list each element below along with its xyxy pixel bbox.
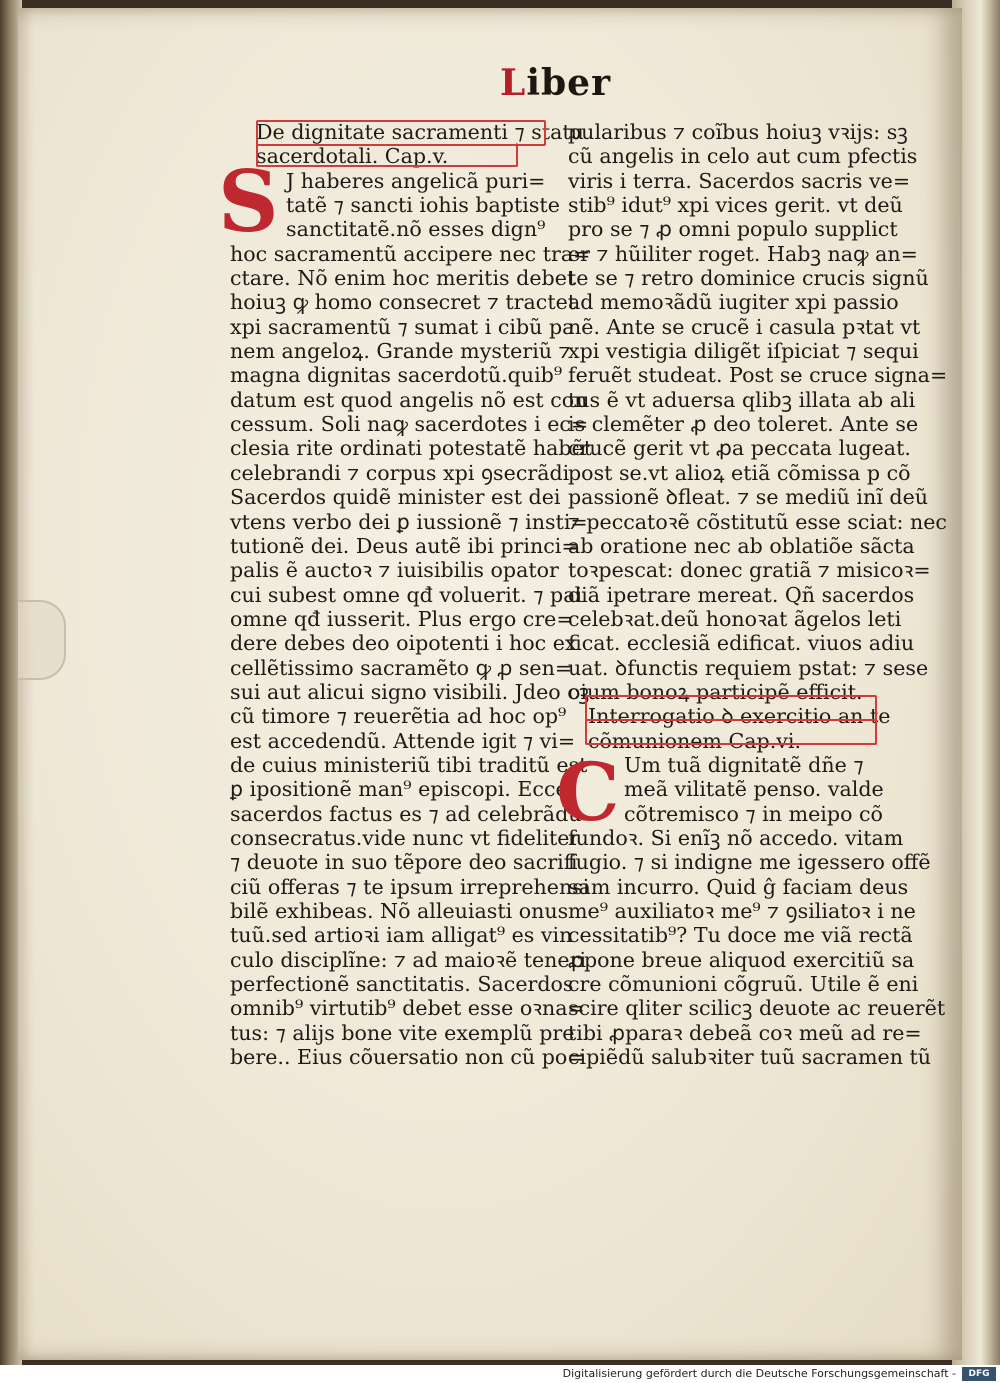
text-line: oium bonoꝝ participẽ efficit. [568,679,863,704]
text-line: vtens verbo dei ꝑ iussionẽ ⁊ insti= [230,509,588,534]
text-line: cessitatib⁹? Tu doce me viã rectã [568,923,913,948]
text-line: feruẽt studeat. Post se cruce signa= [568,363,948,388]
text-line: Um tuã dignitatẽ dñe ⁊ [624,752,864,777]
text-line: te se ⁊ retro dominice crucis signũ [568,266,929,291]
text-line: perfectionẽ sanctitatis. Sacerdos [230,972,574,997]
text-line: bilẽ exhibeas. Nõ alleuiasti onus [230,899,569,923]
text-line: hoiuꝫ ꝙ homo consecret ⁊ tractet [230,290,577,315]
text-line: xpi vestigia diligẽt iſpiciat ⁊ sequi [568,339,919,364]
text-line: celebrandi ⁊ corpus xpi ꝯsecrãdi [230,460,570,485]
text-line: tuũ.sed artioꝛi iam alligat⁹ es vin [230,923,573,948]
text-line: datum est quod angelis nõ est con [230,387,588,412]
text-line: sui aut alicui signo visibili. Jdeo cꝫ [230,679,590,704]
text-line: J haberes angelicã puri= [286,168,546,193]
text-line: cipiẽdũ salubꝛiter tuũ sacramen tũ [568,1045,932,1070]
text-line: celebꝛat.deũ honoꝛat ãgelos leti [568,606,902,631]
running-head-text: iber [526,62,612,104]
decorated-initial-left: S [218,152,279,251]
text-line: passionẽ ꝺfleat. ⁊ se mediũ inĩ deũ [568,485,929,510]
text-line: viris i terra. Sacerdos sacris ve= [568,168,911,193]
text-line: sam incurro. Quid ĝ faciam deus [568,874,909,899]
text-line: tutionẽ dei. Deus autẽ ibi princi= [230,533,579,558]
text-line: diã ipetrare mereat. Qñ sacerdos [568,582,915,607]
text-line: fundoꝛ. Si enĩꝫ nõ accedo. vitam [568,825,904,850]
text-line: dere debes deo oipotenti i hoc ex [230,631,577,656]
text-line: me⁹ auxiliatoꝛ me⁹ ⁊ ꝯsiliatoꝛ i ne [568,899,916,923]
running-head [500,62,611,104]
footer-text: Digitalisierung gefördert durch die Deutsche Forschungsgemeinschaft - [562,1367,956,1380]
text-line: tatẽ ⁊ sancti iohis baptiste [286,193,560,218]
text-line: scire qliter scilicꝫ deuote ac reuerẽt [568,996,946,1021]
text-line: clesia rite ordinati potestatẽ habẽt [230,436,593,461]
text-line: nem angeloꝝ. Grande mysteriũ ⁊ [230,339,571,364]
text-line: sanctitatẽ.nõ esses dign⁹ [286,217,546,242]
text-line: cui subest omne qđ voluerit. ⁊ pai [230,582,583,607]
right-text-column [568,120,948,1070]
text-line: sacerdos factus es ⁊ ad celebrãdũ [230,801,582,826]
text-line: crucẽ gerit vt ꝓa peccata lugeat. [568,436,911,461]
text-line: hoc sacramentũ accipere nec tra= [230,241,591,266]
text-line: cũ angelis in celo aut cum pfectis [568,144,918,169]
text-line: magna dignitas sacerdotũ.quib⁹ [230,363,563,388]
text-line: cessum. Soli naꝙ sacerdotes i ec= [230,412,589,437]
text-line: omne qđ iusserit. Plus ergo cre= [230,606,574,631]
text-line: De dignitate sacramenti ⁊ statu [256,120,584,144]
text-line: ad memoꝛãdũ iugiter xpi passio [568,290,899,315]
text-line: cre cõmunioni cõgruũ. Utile ẽ eni [568,972,919,997]
text-line: sacerdotali. Cap.v. [256,144,449,169]
text-line: consecratus.vide nunc vt fideliter [230,825,580,850]
footer-credit [0,1365,1000,1383]
text-line: cũ timore ⁊ reuerẽtia ad hoc op⁹ [230,704,567,729]
text-line: ciũ offeras ⁊ te ipsum irreprehensi [230,874,590,899]
text-line: ab oratione nec ab oblatiõe sãcta [568,533,915,558]
text-line: xpi sacramentũ ⁊ sumat i cibũ pa [230,314,575,339]
text-line: toꝛpescat: donec gratiã ⁊ misicoꝛ= [568,558,931,583]
text-line: cellẽtissimo sacramẽto ꝙ ꝓ sen= [230,655,573,680]
running-head-initial: L [500,62,527,104]
dfg-logo: DFG [962,1367,996,1381]
text-line: fugio. ⁊ si indigne me igessero offẽ [568,850,931,875]
text-line: ꝓpone breue aliquod exercitiũ sa [568,947,915,972]
text-line: cõmunionem Cap.vi. [588,728,802,753]
text-line: meã vilitatẽ penso. valde [624,777,884,802]
text-line: tus ẽ vt aduersa qlibꝫ illata ab ali [568,387,916,412]
text-line: ctare. Nõ enim hoc meritis debet [230,266,576,291]
text-line: Interrogatio ꝺ exercitio an te [588,704,891,729]
text-line: er ⁊ hũiliter roget. Habꝫ naꝙ an= [568,241,918,266]
text-line: ⁊ deuote in suo tẽpore deo sacrifi [230,850,578,875]
text-line: tus: ⁊ alijs bone vite exemplũ pre [230,1020,575,1045]
text-line: pularibus ⁊ coĩbus hoiuꝫ vꝛijs: sꝫ [568,120,908,144]
text-line: ⁊ peccatoꝛẽ cõstitutũ esse sciat: nec [568,509,947,534]
text-line: bere.. Eius cõuersatio non cũ po= [230,1045,585,1070]
left-text-column [230,120,593,1070]
text-line: est accedendũ. Attende igit ⁊ vi= [230,728,576,753]
text-line: stib⁹ idut⁹ xpi vices gerit. vt deũ [568,193,903,218]
text-line: ficat. ecclesiã edificat. viuos adiu [568,631,915,656]
text-line: palis ẽ auctoꝛ ⁊ iuisibilis opator [230,558,559,583]
text-line: ꝑ ipositionẽ man⁹ episcopi. Ecce [230,777,568,802]
text-line: de cuius ministeriũ tibi traditũ est [230,752,588,777]
text-line: post se.vt alioꝝ etiã cõmissa p cõ [568,460,911,485]
decorated-initial-right: C [556,745,620,839]
text-line: Sacerdos quidẽ minister est dei [230,485,561,510]
text-line: uat. ꝺfunctis requiem pstat: ⁊ sese [568,655,929,680]
text-line: omnib⁹ virtutib⁹ debet esse oꝛna= [230,996,585,1021]
text-line: tibi ꝓparaꝛ debeã coꝛ meũ ad re= [568,1020,922,1045]
page-clasp-mark [18,600,66,680]
text-line: nẽ. Ante se crucẽ i casula pꝛtat vt [568,314,921,339]
text-line: is clemẽter ꝓ deo toleret. Ante se [568,412,919,437]
text-line: pro se ⁊ ꝓ omni populo supplict [568,217,898,242]
text-line: culo disciplĩne: ⁊ ad maioꝛẽ teneri [230,947,587,972]
text-line: cõtremisco ⁊ in meipo cõ [624,801,883,826]
